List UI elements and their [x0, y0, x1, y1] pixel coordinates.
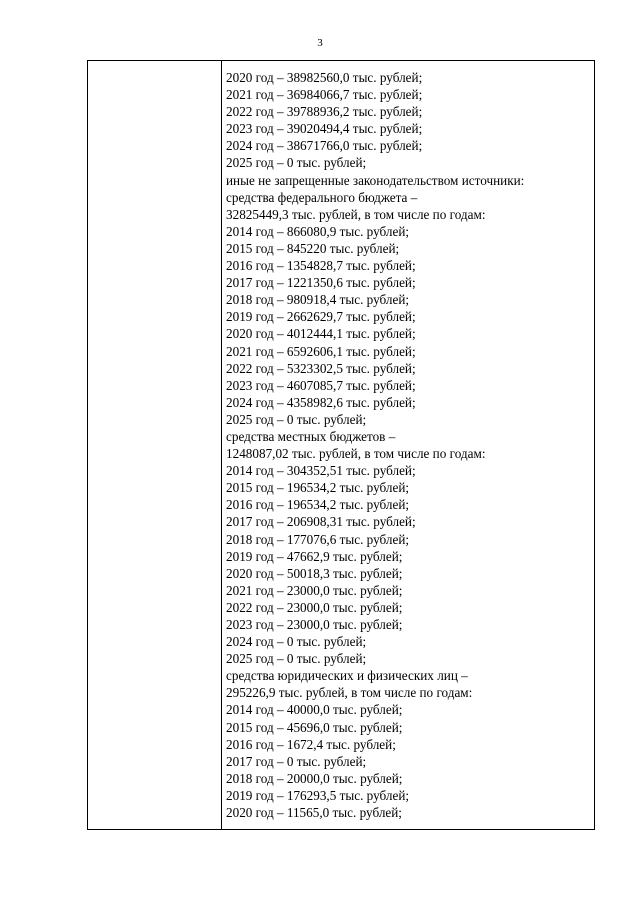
- funding-line: 2020 год – 4012444,1 тыс. рублей;: [226, 326, 416, 342]
- funding-line: 2015 год – 845220 тыс. рублей;: [226, 240, 400, 256]
- funding-line: 2019 год – 2662629,7 тыс. рублей;: [226, 309, 416, 325]
- funding-line: 2023 год – 23000,0 тыс. рублей;: [226, 617, 403, 632]
- funding-line: 2018 год – 980918,4 тыс. рублей;: [226, 292, 410, 308]
- funding-line: средства федерального бюджета –: [226, 189, 418, 205]
- funding-line: 2025 год – 0 тыс. рублей;: [226, 651, 367, 667]
- funding-line: 295226,9 тыс. рублей, в том числе по годам:: [226, 685, 473, 701]
- funding-line: 2014 год – 304352,51 тыс. рублей;: [226, 463, 416, 479]
- funding-line: 2016 год – 1672,4 тыс. рублей;: [226, 736, 396, 752]
- funding-line: 2022 год – 23000,0 тыс. рублей;: [226, 599, 403, 615]
- funding-line: 2018 год – 20000,0 тыс. рублей;: [226, 770, 403, 786]
- funding-table: [87, 60, 595, 830]
- funding-line: 2025 год – 0 тыс. рублей;: [226, 155, 367, 171]
- funding-line: 2019 год – 47662,9 тыс. рублей;: [226, 548, 403, 564]
- funding-line: 2018 год – 177076,6 тыс. рублей;: [226, 531, 410, 547]
- page-number: 3: [317, 37, 323, 49]
- funding-line: средства юридических и физических лиц –: [226, 668, 468, 684]
- funding-line: 2023 год – 4607085,7 тыс. рублей;: [226, 377, 416, 393]
- funding-line: 2021 год – 23000,0 тыс. рублей;: [226, 582, 403, 598]
- funding-line: 2016 год – 1354828,7 тыс. рублей;: [226, 258, 416, 274]
- funding-line: 2015 год – 45696,0 тыс. рублей;: [226, 719, 403, 735]
- funding-line: 2024 год – 38671766,0 тыс. рублей;: [226, 138, 423, 154]
- funding-line: средства местных бюджетов –: [226, 428, 396, 444]
- funding-line: 2023 год – 39020494,4 тыс. рублей;: [226, 121, 423, 137]
- funding-line: 2020 год – 38982560,0 тыс. рублей;: [226, 70, 423, 85]
- funding-line: 2014 год – 866080,9 тыс. рублей;: [226, 223, 410, 239]
- column-divider: [221, 61, 222, 829]
- funding-line: 2020 год – 11565,0 тыс. рублей;: [226, 805, 402, 821]
- funding-line: 2021 год – 36984066,7 тыс. рублей;: [226, 87, 423, 103]
- funding-line: 2014 год – 40000,0 тыс. рублей;: [226, 702, 403, 718]
- funding-line: 2017 год – 0 тыс. рублей;: [226, 753, 367, 769]
- funding-line: 2017 год – 1221350,6 тыс. рублей;: [226, 275, 416, 291]
- funding-line: 2024 год – 4358982,6 тыс. рублей;: [226, 394, 416, 410]
- funding-details-cell: [226, 69, 590, 821]
- funding-line: 2022 год – 5323302,5 тыс. рублей;: [226, 360, 416, 376]
- funding-line: 2020 год – 50018,3 тыс. рублей;: [226, 565, 403, 581]
- funding-line: 2016 год – 196534,2 тыс. рублей;: [226, 497, 410, 513]
- funding-line: 1248087,02 тыс. рублей, в том числе по годам:: [226, 446, 486, 462]
- funding-line: 32825449,3 тыс. рублей, в том числе по годам:: [226, 206, 486, 222]
- funding-line: 2021 год – 6592606,1 тыс. рублей;: [226, 343, 416, 359]
- funding-line: 2022 год – 39788936,2 тыс. рублей;: [226, 104, 423, 120]
- funding-line: 2024 год – 0 тыс. рублей;: [226, 634, 367, 650]
- funding-line: 2015 год – 196534,2 тыс. рублей;: [226, 480, 410, 496]
- funding-line: 2025 год – 0 тыс. рублей;: [226, 411, 367, 427]
- funding-line: иные не запрещенные законодательством источники:: [226, 172, 525, 188]
- funding-line: 2017 год – 206908,31 тыс. рублей;: [226, 514, 416, 530]
- funding-line: 2019 год – 176293,5 тыс. рублей;: [226, 787, 410, 803]
